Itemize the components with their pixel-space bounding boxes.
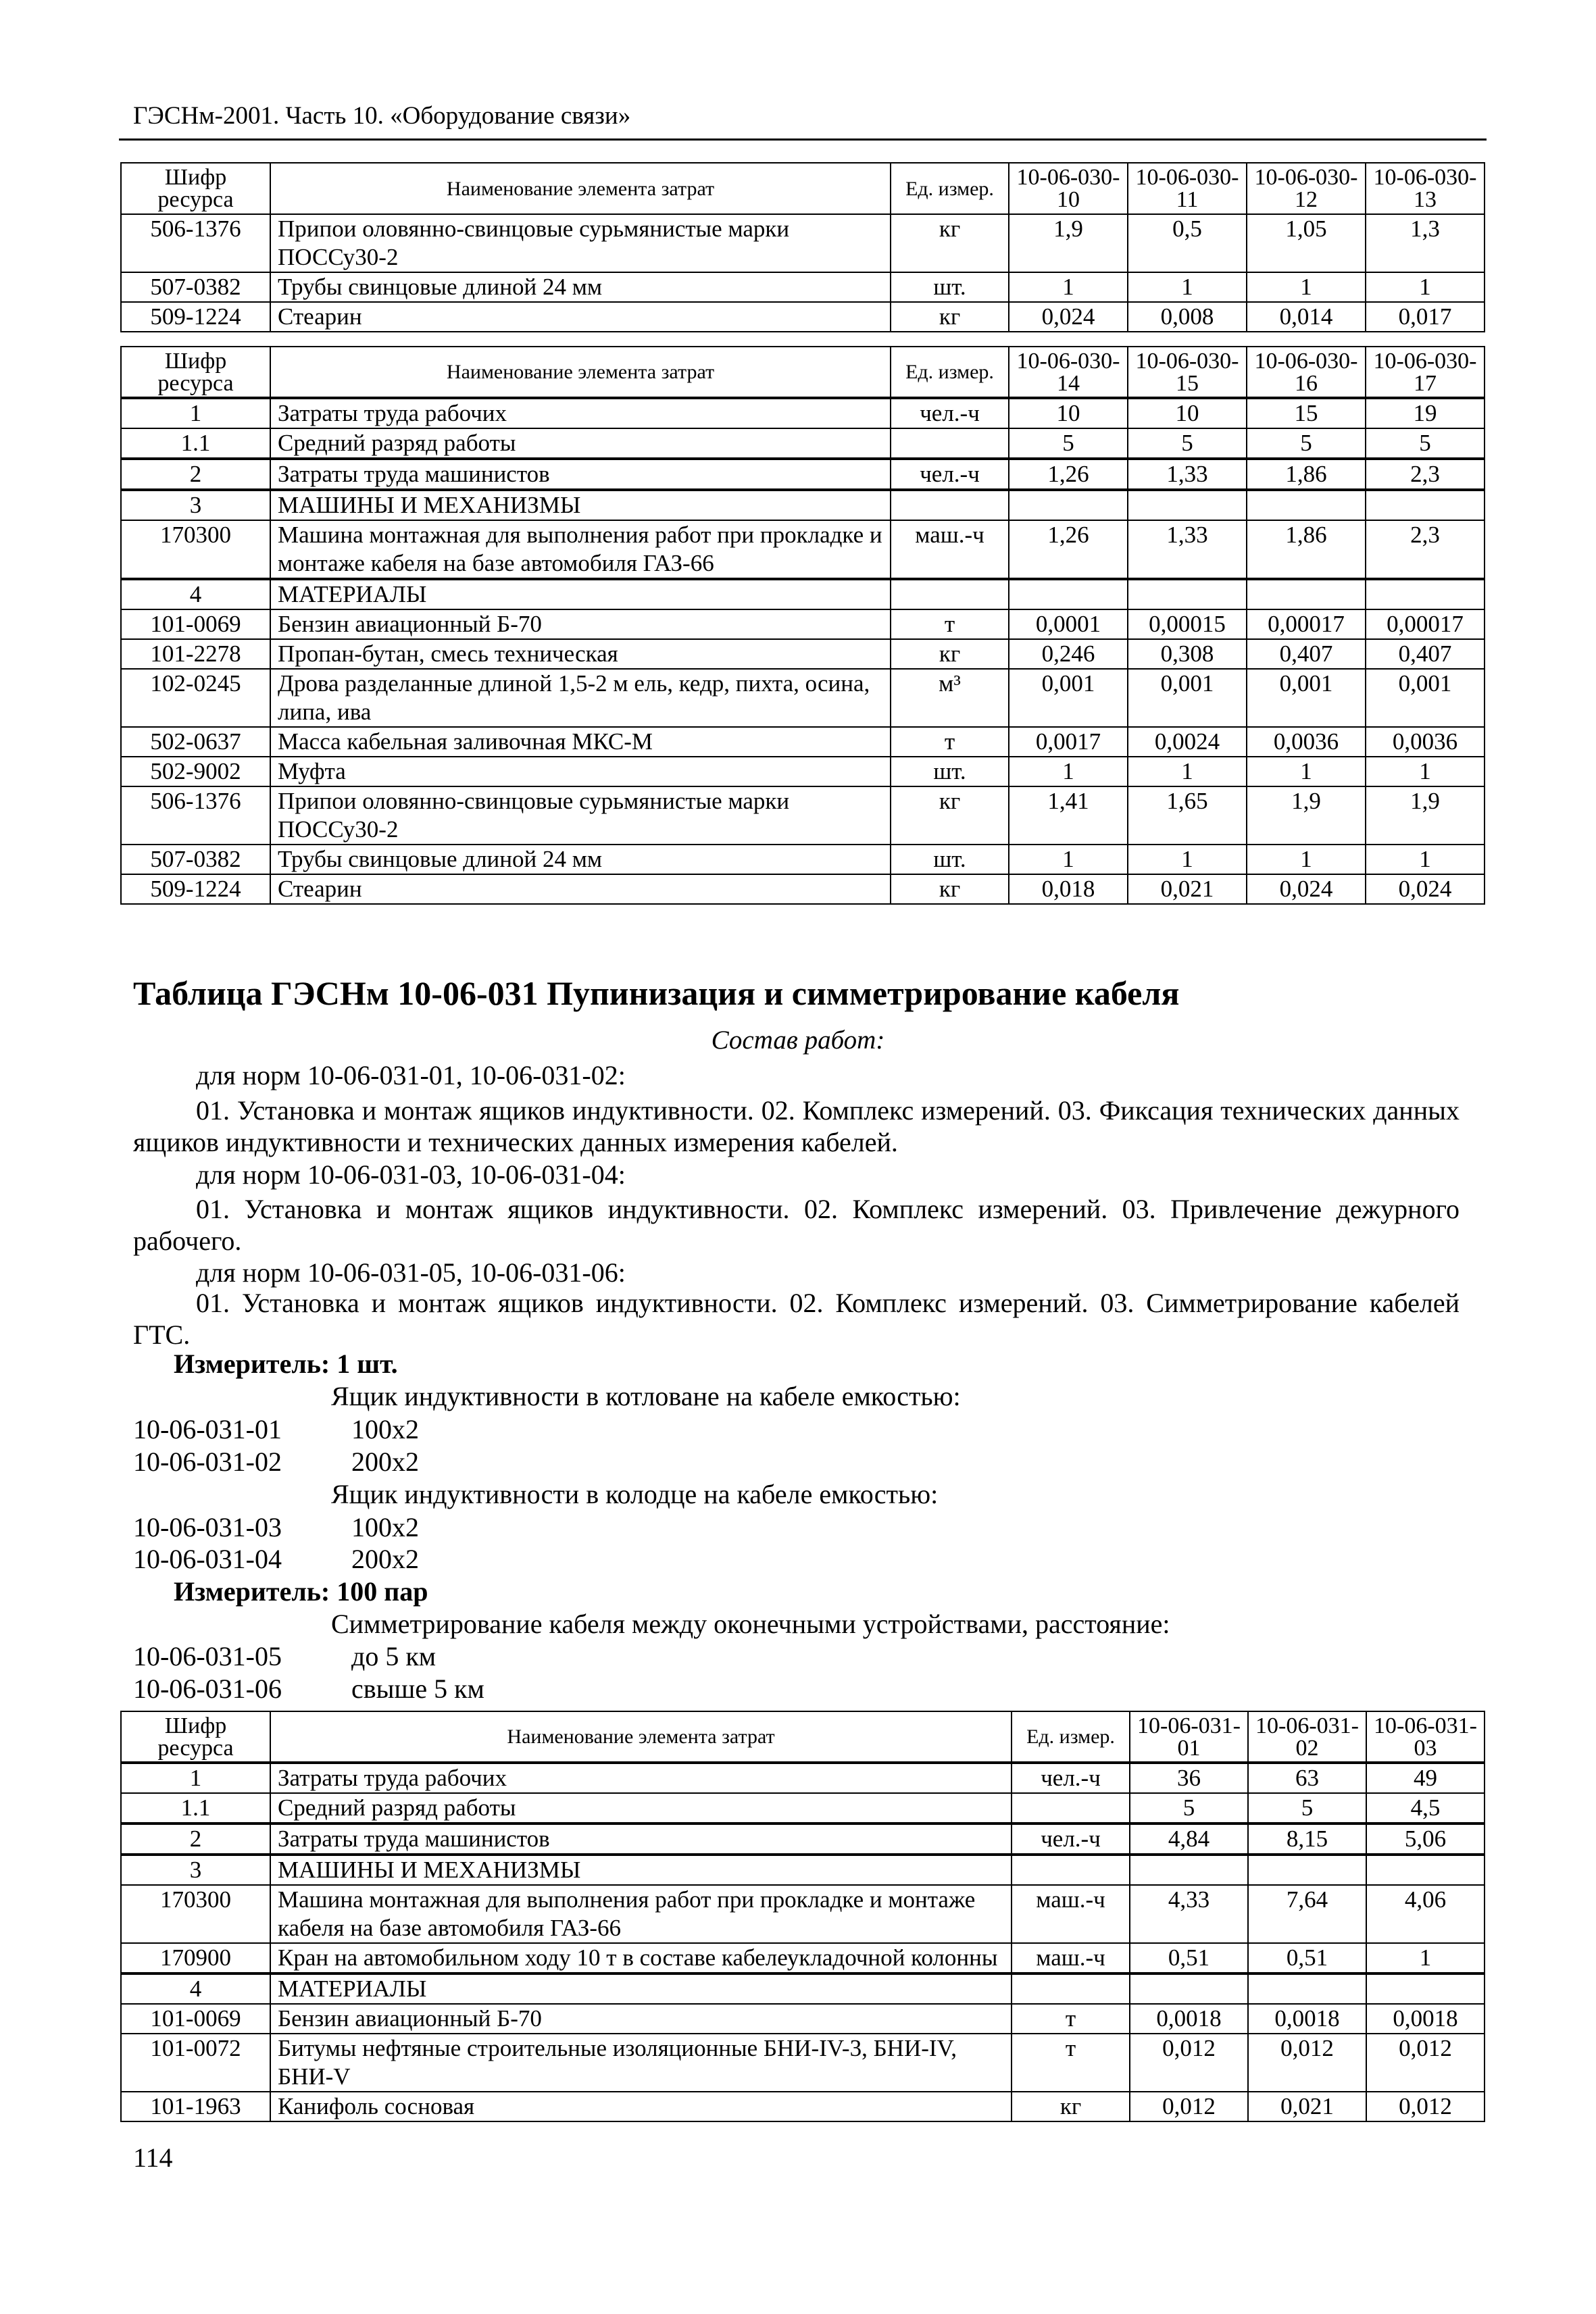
table-row — [121, 786, 1485, 845]
cost-element-name: Стеарин — [270, 302, 891, 332]
header-rule — [119, 139, 1487, 141]
resource-code: 101-1963 — [121, 2092, 270, 2121]
works-paragraph: 01. Установка и монтаж ящиков индуктивности. 02. Комплекс измерений. 03. Симметрирование кабелей ГТС. — [133, 1288, 1460, 1350]
unit-cell: чел.-ч — [891, 398, 1009, 428]
value-cell: 0,014 — [1247, 302, 1366, 332]
col-header-norm: 10-06-030-14 — [1009, 347, 1128, 398]
table-row — [121, 757, 1485, 786]
value-cell: 0,5 — [1128, 214, 1247, 272]
resource-code: 101-0069 — [121, 2004, 270, 2034]
norm-value: 100х2 — [351, 1512, 419, 1542]
value-cell: 0,0018 — [1366, 2004, 1485, 2034]
cost-element-name: Трубы свинцовые длиной 24 мм — [270, 272, 891, 302]
col-header-name: Наименование элемента затрат — [270, 163, 891, 214]
value-cell: 5 — [1128, 428, 1247, 459]
value-cell: 1 — [1366, 272, 1485, 302]
col-header-norm: 10-06-031-01 — [1130, 1711, 1248, 1763]
unit-cell: шт. — [891, 272, 1009, 302]
resource-code: 1 — [121, 398, 270, 428]
value-cell: 0,407 — [1366, 639, 1485, 669]
value-cell: 1 — [1366, 757, 1485, 786]
norm-value: до 5 км — [351, 1641, 437, 1671]
unit-cell: чел.-ч — [891, 459, 1009, 490]
value-cell: 0,001 — [1009, 669, 1128, 727]
col-header-unit: Ед. измер. — [891, 347, 1009, 398]
value-cell: 4,06 — [1366, 1885, 1485, 1943]
cost-element-name: Припои оловянно-свинцовые сурьмянистые марки ПОССу30-2 — [270, 214, 891, 272]
unit-cell: кг — [891, 639, 1009, 669]
running-header: ГЭСНм-2001. Часть 10. «Оборудование связи» — [133, 102, 631, 130]
table-row — [121, 2004, 1485, 2034]
table-row — [121, 272, 1485, 302]
col-header-norm: 10-06-030-17 — [1366, 347, 1485, 398]
value-cell: 1,86 — [1247, 520, 1366, 579]
resource-code: 1.1 — [121, 428, 270, 459]
value-cell: 0,308 — [1128, 639, 1247, 669]
unit-cell: кг — [1012, 2092, 1130, 2121]
cost-element-name: Затраты труда рабочих — [270, 1763, 1012, 1793]
col-header-norm: 10-06-030-11 — [1128, 163, 1247, 214]
unit-cell — [891, 428, 1009, 459]
unit-cell: маш.-ч — [1012, 1943, 1130, 1973]
unit-cell: кг — [891, 786, 1009, 845]
cost-element-name: Припои оловянно-свинцовые сурьмянистые марки ПОССу30-2 — [270, 786, 891, 845]
norm-code: 10-06-031-02 — [133, 1447, 282, 1477]
resource-code: 1.1 — [121, 1793, 270, 1823]
value-cell: 5 — [1248, 1793, 1366, 1823]
value-cell: 1,33 — [1128, 520, 1247, 579]
value-cell — [1366, 490, 1485, 520]
value-cell: 1 — [1247, 845, 1366, 874]
value-cell: 10 — [1128, 398, 1247, 428]
unit-cell: кг — [891, 214, 1009, 272]
value-cell: 8,15 — [1248, 1823, 1366, 1855]
table-row — [121, 1763, 1485, 1793]
value-cell: 5 — [1009, 428, 1128, 459]
cost-element-name: Пропан-бутан, смесь техническая — [270, 639, 891, 669]
value-cell: 0,018 — [1009, 874, 1128, 904]
resource-code: 1 — [121, 1763, 270, 1793]
cost-element-name: Машина монтажная для выполнения работ при прокладке и монтаже кабеля на базе автомобиля ГАЗ-66 — [270, 520, 891, 579]
value-cell: 5,06 — [1366, 1823, 1485, 1855]
value-cell: 5 — [1130, 1793, 1248, 1823]
value-cell: 0,00015 — [1128, 609, 1247, 639]
cost-element-name: Бензин авиационный Б-70 — [270, 2004, 1012, 2034]
value-cell: 1 — [1247, 272, 1366, 302]
table-row — [121, 490, 1485, 520]
col-header-norm: 10-06-030-13 — [1366, 163, 1485, 214]
unit-cell: маш.-ч — [891, 520, 1009, 579]
value-cell: 1,3 — [1366, 214, 1485, 272]
table-body — [121, 398, 1485, 904]
unit-cell: т — [1012, 2034, 1130, 2092]
col-header-norm: 10-06-030-10 — [1009, 163, 1128, 214]
cost-element-name: Битумы нефтяные строительные изоляционные БНИ-IV-3, БНИ-IV, БНИ-V — [270, 2034, 1012, 2092]
resource-code: 3 — [121, 490, 270, 520]
cost-element-name: МАТЕРИАЛЫ — [270, 1973, 1012, 2004]
value-cell: 1,65 — [1128, 786, 1247, 845]
norm-value: 200х2 — [351, 1447, 419, 1477]
value-cell: 1,86 — [1247, 459, 1366, 490]
unit-cell — [1012, 1973, 1130, 2004]
unit-cell: кг — [891, 874, 1009, 904]
col-header-norm: 10-06-030-12 — [1247, 163, 1366, 214]
value-cell: 5 — [1366, 428, 1485, 459]
resource-code: 506-1376 — [121, 786, 270, 845]
value-cell: 1,9 — [1247, 786, 1366, 845]
table-row — [121, 874, 1485, 904]
table-row — [121, 727, 1485, 757]
resource-code: 102-0245 — [121, 669, 270, 727]
resource-code: 170300 — [121, 1885, 270, 1943]
value-cell: 0,0001 — [1009, 609, 1128, 639]
value-cell: 0,021 — [1128, 874, 1247, 904]
value-cell: 15 — [1247, 398, 1366, 428]
table-row — [121, 2034, 1485, 2092]
works-paragraph: 01. Установка и монтаж ящиков индуктивности. 02. Комплекс измерений. 03. Фиксация технических данных ящиков индуктивности и технических данных измерения кабелей. — [133, 1095, 1460, 1157]
unit-cell — [1012, 1793, 1130, 1823]
resource-code: 101-0072 — [121, 2034, 270, 2092]
cost-table-2 — [120, 346, 1485, 905]
value-cell: 0,0018 — [1130, 2004, 1248, 2034]
value-cell: 0,0036 — [1247, 727, 1366, 757]
cost-element-name: Кран на автомобильном ходу 10 т в составе кабелеукладочной колонны — [270, 1943, 1012, 1973]
col-header-norm: 10-06-031-02 — [1248, 1711, 1366, 1763]
unit-cell — [891, 579, 1009, 609]
table-row — [121, 579, 1485, 609]
value-cell: 0,00017 — [1247, 609, 1366, 639]
norm-code: 10-06-031-01 — [133, 1414, 282, 1444]
value-cell — [1247, 490, 1366, 520]
resource-code: 2 — [121, 459, 270, 490]
norm-value: свыше 5 км — [351, 1674, 484, 1704]
value-cell: 0,008 — [1128, 302, 1247, 332]
unit-cell: т — [891, 609, 1009, 639]
resource-code: 170900 — [121, 1943, 270, 1973]
value-cell — [1366, 1855, 1485, 1885]
value-cell: 0,012 — [1130, 2092, 1248, 2121]
col-header-norm: 10-06-030-15 — [1128, 347, 1247, 398]
group-caption: Симметрирование кабеля между оконечными устройствами, расстояние: — [331, 1609, 1170, 1639]
table-row — [121, 214, 1485, 272]
value-cell: 4,33 — [1130, 1885, 1248, 1943]
unit-cell: шт. — [891, 757, 1009, 786]
table-body — [121, 1763, 1485, 2121]
value-cell: 0,51 — [1130, 1943, 1248, 1973]
resource-code: 502-9002 — [121, 757, 270, 786]
resource-code: 3 — [121, 1855, 270, 1885]
unit-cell: шт. — [891, 845, 1009, 874]
cost-element-name: Средний разряд работы — [270, 1793, 1012, 1823]
cost-element-name: Средний разряд работы — [270, 428, 891, 459]
unit-cell: м³ — [891, 669, 1009, 727]
value-cell: 0,001 — [1366, 669, 1485, 727]
resource-code: 502-0637 — [121, 727, 270, 757]
table-row — [121, 398, 1485, 428]
value-cell: 5 — [1247, 428, 1366, 459]
unit-cell: т — [1012, 2004, 1130, 2034]
value-cell — [1366, 1973, 1485, 2004]
table-row — [121, 2092, 1485, 2121]
col-header-code: Шифр ресурса — [121, 347, 270, 398]
value-cell: 0,001 — [1128, 669, 1247, 727]
value-cell: 0,024 — [1366, 874, 1485, 904]
composition-heading: Состав работ: — [711, 1026, 885, 1055]
group-caption: Ящик индуктивности в колодце на кабеле емкостью: — [331, 1479, 939, 1509]
norm-value: 200х2 — [351, 1544, 419, 1574]
value-cell — [1248, 1973, 1366, 2004]
col-header-name: Наименование элемента затрат — [270, 1711, 1012, 1763]
table-row — [121, 1823, 1485, 1855]
table-row — [121, 1885, 1485, 1943]
value-cell: 1,26 — [1009, 459, 1128, 490]
cost-table-1 — [120, 162, 1485, 332]
table-row — [121, 845, 1485, 874]
value-cell — [1247, 579, 1366, 609]
unit-cell: кг — [891, 302, 1009, 332]
value-cell: 0,0036 — [1366, 727, 1485, 757]
table-row — [121, 639, 1485, 669]
value-cell: 0,021 — [1248, 2092, 1366, 2121]
value-cell — [1248, 1855, 1366, 1885]
value-cell — [1128, 579, 1247, 609]
cost-element-name: МАШИНЫ И МЕХАНИЗМЫ — [270, 490, 891, 520]
value-cell — [1128, 490, 1247, 520]
value-cell: 1 — [1009, 757, 1128, 786]
cost-element-name: Машина монтажная для выполнения работ при прокладке и монтаже кабеля на базе автомобиля ГАЗ-66 — [270, 1885, 1012, 1943]
col-header-name: Наименование элемента затрат — [270, 347, 891, 398]
cost-element-name: Бензин авиационный Б-70 — [270, 609, 891, 639]
table-row — [121, 1855, 1485, 1885]
cost-element-name: Канифоль сосновая — [270, 2092, 1012, 2121]
value-cell: 0,0017 — [1009, 727, 1128, 757]
resource-code: 506-1376 — [121, 214, 270, 272]
cost-element-name: Дрова разделанные длиной 1,5-2 м ель, кедр, пихта, осина, липа, ива — [270, 669, 891, 727]
value-cell: 0,0024 — [1128, 727, 1247, 757]
table-row — [121, 1793, 1485, 1823]
norm-code: 10-06-031-03 — [133, 1512, 282, 1542]
value-cell: 0,246 — [1009, 639, 1128, 669]
value-cell: 36 — [1130, 1763, 1248, 1793]
value-cell: 0,407 — [1247, 639, 1366, 669]
unit-cell — [1012, 1855, 1130, 1885]
value-cell: 4,84 — [1130, 1823, 1248, 1855]
resource-code: 507-0382 — [121, 272, 270, 302]
value-cell: 0,024 — [1009, 302, 1128, 332]
value-cell: 0,024 — [1247, 874, 1366, 904]
unit-cell: маш.-ч — [1012, 1885, 1130, 1943]
value-cell: 0,012 — [1366, 2092, 1485, 2121]
resource-code: 4 — [121, 1973, 270, 2004]
value-cell: 1 — [1128, 757, 1247, 786]
meter-line: Измеритель: 1 шт. — [174, 1349, 398, 1379]
unit-cell — [891, 490, 1009, 520]
table-row — [121, 428, 1485, 459]
resource-code: 509-1224 — [121, 302, 270, 332]
value-cell: 0,0018 — [1248, 2004, 1366, 2034]
cost-element-name: Трубы свинцовые длиной 24 мм — [270, 845, 891, 874]
cost-table-3 — [120, 1711, 1485, 2122]
cost-element-name: Затраты труда рабочих — [270, 398, 891, 428]
resource-code: 509-1224 — [121, 874, 270, 904]
value-cell — [1130, 1973, 1248, 2004]
table-row — [121, 302, 1485, 332]
value-cell: 1,26 — [1009, 520, 1128, 579]
value-cell: 0,51 — [1248, 1943, 1366, 1973]
norm-code: 10-06-031-04 — [133, 1544, 282, 1574]
resource-code: 2 — [121, 1823, 270, 1855]
meter-line: Измеритель: 100 пар — [174, 1576, 428, 1607]
page-number: 114 — [133, 2142, 173, 2173]
table-row — [121, 669, 1485, 727]
group-caption: Ящик индуктивности в котловане на кабеле емкостью: — [331, 1381, 961, 1411]
value-cell: 1,9 — [1009, 214, 1128, 272]
col-header-unit: Ед. измер. — [1012, 1711, 1130, 1763]
table-row — [121, 1943, 1485, 1973]
value-cell: 7,64 — [1248, 1885, 1366, 1943]
works-paragraph: 01. Установка и монтаж ящиков индуктивности. 02. Комплекс измерений. 03. Привлечение дежурного рабочего. — [133, 1194, 1460, 1256]
cost-element-name: Муфта — [270, 757, 891, 786]
value-cell: 2,3 — [1366, 520, 1485, 579]
value-cell: 19 — [1366, 398, 1485, 428]
col-header-unit: Ед. измер. — [891, 163, 1009, 214]
value-cell: 1 — [1009, 272, 1128, 302]
norms-line: для норм 10-06-031-05, 10-06-031-06: — [196, 1257, 626, 1288]
cost-element-name: Затраты труда машинистов — [270, 1823, 1012, 1855]
table-row — [121, 1973, 1485, 2004]
col-header-code: Шифр ресурса — [121, 1711, 270, 1763]
cost-element-name: МАТЕРИАЛЫ — [270, 579, 891, 609]
cost-element-name: Стеарин — [270, 874, 891, 904]
col-header-norm: 10-06-030-16 — [1247, 347, 1366, 398]
cost-element-name: Затраты труда машинистов — [270, 459, 891, 490]
value-cell — [1009, 579, 1128, 609]
col-header-norm: 10-06-031-03 — [1366, 1711, 1485, 1763]
value-cell: 1 — [1009, 845, 1128, 874]
table-body — [121, 214, 1485, 332]
unit-cell: т — [891, 727, 1009, 757]
value-cell: 0,00017 — [1366, 609, 1485, 639]
value-cell: 10 — [1009, 398, 1128, 428]
resource-code: 101-0069 — [121, 609, 270, 639]
resource-code: 101-2278 — [121, 639, 270, 669]
cost-element-name: Масса кабельная заливочная МКС-М — [270, 727, 891, 757]
unit-cell: чел.-ч — [1012, 1823, 1130, 1855]
value-cell: 4,5 — [1366, 1793, 1485, 1823]
value-cell: 1 — [1128, 845, 1247, 874]
unit-cell: чел.-ч — [1012, 1763, 1130, 1793]
value-cell: 1,05 — [1247, 214, 1366, 272]
table-row — [121, 520, 1485, 579]
value-cell: 1 — [1247, 757, 1366, 786]
value-cell: 2,3 — [1366, 459, 1485, 490]
value-cell: 0,017 — [1366, 302, 1485, 332]
norm-code: 10-06-031-05 — [133, 1641, 282, 1671]
value-cell: 0,012 — [1366, 2034, 1485, 2092]
resource-code: 507-0382 — [121, 845, 270, 874]
value-cell: 1 — [1366, 845, 1485, 874]
value-cell — [1366, 579, 1485, 609]
value-cell: 1,9 — [1366, 786, 1485, 845]
norms-line: для норм 10-06-031-03, 10-06-031-04: — [196, 1159, 626, 1190]
value-cell: 1 — [1366, 1943, 1485, 1973]
resource-code: 170300 — [121, 520, 270, 579]
value-cell: 0,001 — [1247, 669, 1366, 727]
table-row — [121, 609, 1485, 639]
value-cell — [1130, 1855, 1248, 1885]
table-row — [121, 459, 1485, 490]
value-cell: 1,33 — [1128, 459, 1247, 490]
value-cell: 63 — [1248, 1763, 1366, 1793]
norms-line: для норм 10-06-031-01, 10-06-031-02: — [196, 1060, 626, 1090]
value-cell: 1 — [1128, 272, 1247, 302]
value-cell — [1009, 490, 1128, 520]
table-title: Таблица ГЭСНм 10-06-031 Пупинизация и симметрирование кабеля — [133, 974, 1180, 1012]
value-cell: 1,41 — [1009, 786, 1128, 845]
cost-element-name: МАШИНЫ И МЕХАНИЗМЫ — [270, 1855, 1012, 1885]
value-cell: 0,012 — [1130, 2034, 1248, 2092]
value-cell: 0,012 — [1248, 2034, 1366, 2092]
norm-value: 100х2 — [351, 1414, 419, 1444]
resource-code: 4 — [121, 579, 270, 609]
col-header-code: Шифр ресурса — [121, 163, 270, 214]
norm-code: 10-06-031-06 — [133, 1674, 282, 1704]
value-cell: 49 — [1366, 1763, 1485, 1793]
